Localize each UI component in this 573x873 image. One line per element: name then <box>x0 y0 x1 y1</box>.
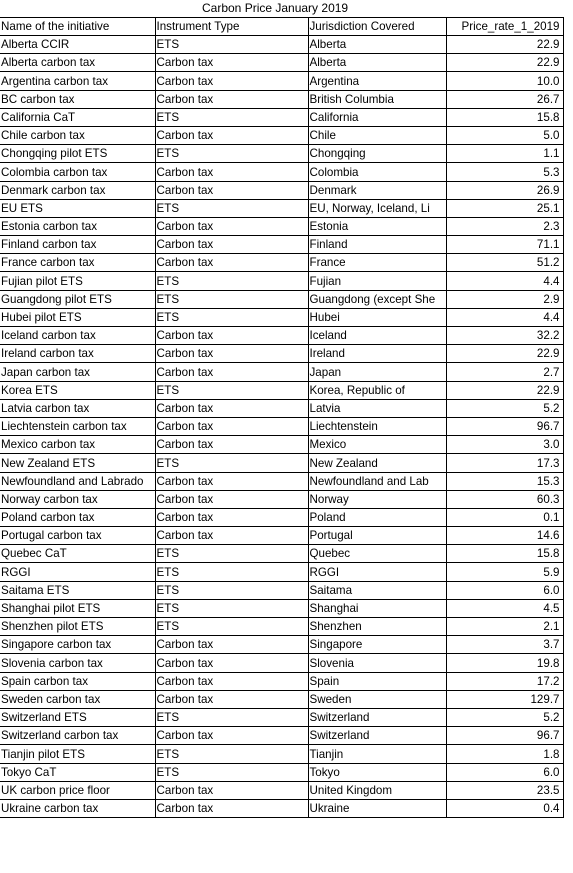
cell-price[interactable]: 6.0 <box>446 763 563 781</box>
table-row <box>0 290 563 308</box>
cell-initiative-name[interactable]: Japan carbon tax <box>0 363 155 381</box>
cell-initiative-name[interactable]: Shanghai pilot ETS <box>0 599 155 617</box>
cell-instrument-type[interactable]: ETS <box>155 108 308 126</box>
cell-initiative-name[interactable]: Saitama ETS <box>0 581 155 599</box>
cell-instrument-type[interactable]: ETS <box>155 272 308 290</box>
cell-price[interactable]: 2.3 <box>446 217 563 235</box>
cell-jurisdiction[interactable]: Slovenia <box>308 654 446 672</box>
cell-jurisdiction[interactable]: Chongqing <box>308 145 446 163</box>
cell-initiative-name[interactable]: Estonia carbon tax <box>0 217 155 235</box>
table-row <box>0 763 563 781</box>
cell-jurisdiction[interactable]: Saitama <box>308 581 446 599</box>
cell-initiative-name[interactable]: BC carbon tax <box>0 90 155 108</box>
cell-instrument-type[interactable]: Carbon tax <box>155 327 308 345</box>
cell-jurisdiction[interactable]: RGGI <box>308 563 446 581</box>
cell-price[interactable]: 10.0 <box>446 72 563 90</box>
table-row <box>0 581 563 599</box>
cell-jurisdiction[interactable]: New Zealand <box>308 454 446 472</box>
cell-instrument-type[interactable]: Carbon tax <box>155 236 308 254</box>
cell-instrument-type[interactable]: Carbon tax <box>155 636 308 654</box>
cell-jurisdiction[interactable]: Liechtenstein <box>308 417 446 435</box>
table-row <box>0 308 563 326</box>
cell-initiative-name[interactable]: Alberta carbon tax <box>0 54 155 72</box>
cell-instrument-type[interactable]: ETS <box>155 708 308 726</box>
cell-initiative-name[interactable]: Liechtenstein carbon tax <box>0 417 155 435</box>
cell-instrument-type[interactable]: ETS <box>155 618 308 636</box>
cell-instrument-type[interactable]: Carbon tax <box>155 490 308 508</box>
cell-price[interactable]: 23.5 <box>446 781 563 799</box>
cell-price[interactable]: 4.4 <box>446 308 563 326</box>
cell-initiative-name[interactable]: Switzerland carbon tax <box>0 727 155 745</box>
cell-instrument-type[interactable]: Carbon tax <box>155 508 308 526</box>
table-row <box>0 563 563 581</box>
cell-jurisdiction[interactable]: Japan <box>308 363 446 381</box>
cell-instrument-type[interactable]: ETS <box>155 290 308 308</box>
cell-price[interactable]: 15.3 <box>446 472 563 490</box>
cell-instrument-type[interactable]: ETS <box>155 745 308 763</box>
cell-jurisdiction[interactable]: California <box>308 108 446 126</box>
cell-price[interactable]: 51.2 <box>446 254 563 272</box>
sheet-title: Carbon Price January 2019 <box>202 1 349 15</box>
cell-initiative-name[interactable]: Tianjin pilot ETS <box>0 745 155 763</box>
cell-price[interactable]: 4.4 <box>446 272 563 290</box>
table-row <box>0 145 563 163</box>
cell-instrument-type[interactable]: Carbon tax <box>155 163 308 181</box>
cell-jurisdiction[interactable]: Hubei <box>308 308 446 326</box>
cell-initiative-name[interactable]: Singapore carbon tax <box>0 636 155 654</box>
cell-price[interactable]: 22.9 <box>446 345 563 363</box>
table-row <box>0 36 563 54</box>
cell-jurisdiction[interactable]: Argentina <box>308 72 446 90</box>
cell-jurisdiction[interactable]: Poland <box>308 508 446 526</box>
cell-instrument-type[interactable]: ETS <box>155 308 308 326</box>
cell-jurisdiction[interactable]: Guangdong (except She <box>308 290 446 308</box>
table-row <box>0 618 563 636</box>
cell-initiative-name[interactable]: Quebec CaT <box>0 545 155 563</box>
table-row <box>0 745 563 763</box>
cell-initiative-name[interactable]: Korea ETS <box>0 381 155 399</box>
cell-price[interactable]: 22.9 <box>446 381 563 399</box>
cell-price[interactable]: 2.9 <box>446 290 563 308</box>
cell-jurisdiction[interactable]: Ireland <box>308 345 446 363</box>
table-row <box>0 399 563 417</box>
table-row <box>0 508 563 526</box>
cell-initiative-name[interactable]: Spain carbon tax <box>0 672 155 690</box>
cell-instrument-type[interactable]: Carbon tax <box>155 54 308 72</box>
cell-instrument-type[interactable]: Carbon tax <box>155 72 308 90</box>
cell-instrument-type[interactable]: ETS <box>155 381 308 399</box>
cell-price[interactable]: 14.6 <box>446 527 563 545</box>
column-header-name[interactable]: Name of the initiative <box>0 18 155 36</box>
cell-price[interactable]: 26.7 <box>446 90 563 108</box>
cell-price[interactable]: 15.8 <box>446 108 563 126</box>
cell-instrument-type[interactable]: ETS <box>155 454 308 472</box>
cell-initiative-name[interactable]: UK carbon price floor <box>0 781 155 799</box>
cell-initiative-name[interactable]: RGGI <box>0 563 155 581</box>
cell-initiative-name[interactable]: Norway carbon tax <box>0 490 155 508</box>
cell-price[interactable]: 22.9 <box>446 54 563 72</box>
cell-initiative-name[interactable]: Fujian pilot ETS <box>0 272 155 290</box>
cell-price[interactable]: 96.7 <box>446 727 563 745</box>
cell-jurisdiction[interactable]: Norway <box>308 490 446 508</box>
table-row <box>0 90 563 108</box>
column-header-price[interactable]: Price_rate_1_2019 <box>446 18 563 36</box>
cell-instrument-type[interactable]: Carbon tax <box>155 690 308 708</box>
cell-instrument-type[interactable]: ETS <box>155 563 308 581</box>
cell-instrument-type[interactable]: Carbon tax <box>155 799 308 817</box>
cell-instrument-type[interactable]: Carbon tax <box>155 90 308 108</box>
cell-jurisdiction[interactable]: France <box>308 254 446 272</box>
cell-jurisdiction[interactable]: Fujian <box>308 272 446 290</box>
table-row <box>0 527 563 545</box>
cell-instrument-type[interactable]: ETS <box>155 199 308 217</box>
cell-price[interactable]: 5.3 <box>446 163 563 181</box>
cell-initiative-name[interactable]: Portugal carbon tax <box>0 527 155 545</box>
cell-price[interactable]: 26.9 <box>446 181 563 199</box>
cell-jurisdiction[interactable]: Sweden <box>308 690 446 708</box>
cell-instrument-type[interactable]: Carbon tax <box>155 181 308 199</box>
cell-initiative-name[interactable]: Ireland carbon tax <box>0 345 155 363</box>
cell-price[interactable]: 25.1 <box>446 199 563 217</box>
cell-instrument-type[interactable]: Carbon tax <box>155 417 308 435</box>
table-row <box>0 381 563 399</box>
cell-jurisdiction[interactable]: Alberta <box>308 36 446 54</box>
table-row <box>0 436 563 454</box>
cell-jurisdiction[interactable]: Shenzhen <box>308 618 446 636</box>
table-row <box>0 108 563 126</box>
cell-price[interactable]: 32.2 <box>446 327 563 345</box>
cell-initiative-name[interactable]: Finland carbon tax <box>0 236 155 254</box>
cell-instrument-type[interactable]: ETS <box>155 36 308 54</box>
cell-jurisdiction[interactable]: Quebec <box>308 545 446 563</box>
cell-jurisdiction[interactable]: Switzerland <box>308 727 446 745</box>
table-row <box>0 217 563 235</box>
table-row <box>0 181 563 199</box>
cell-instrument-type[interactable]: Carbon tax <box>155 654 308 672</box>
cell-initiative-name[interactable]: Tokyo CaT <box>0 763 155 781</box>
cell-price[interactable]: 1.8 <box>446 745 563 763</box>
cell-price[interactable]: 17.2 <box>446 672 563 690</box>
cell-price[interactable]: 15.8 <box>446 545 563 563</box>
cell-jurisdiction[interactable]: Switzerland <box>308 708 446 726</box>
cell-jurisdiction[interactable]: British Columbia <box>308 90 446 108</box>
table-row <box>0 599 563 617</box>
cell-instrument-type[interactable]: Carbon tax <box>155 345 308 363</box>
cell-initiative-name[interactable]: Hubei pilot ETS <box>0 308 155 326</box>
cell-price[interactable]: 4.5 <box>446 599 563 617</box>
cell-price[interactable]: 5.0 <box>446 126 563 144</box>
cell-jurisdiction[interactable]: Estonia <box>308 217 446 235</box>
table-row <box>0 708 563 726</box>
cell-jurisdiction[interactable]: Finland <box>308 236 446 254</box>
table-row <box>0 236 563 254</box>
cell-jurisdiction[interactable]: Alberta <box>308 54 446 72</box>
cell-instrument-type[interactable]: ETS <box>155 599 308 617</box>
cell-initiative-name[interactable]: Argentina carbon tax <box>0 72 155 90</box>
table-row <box>0 327 563 345</box>
cell-price[interactable]: 60.3 <box>446 490 563 508</box>
cell-initiative-name[interactable]: Colombia carbon tax <box>0 163 155 181</box>
cell-instrument-type[interactable]: ETS <box>155 145 308 163</box>
cell-initiative-name[interactable]: Switzerland ETS <box>0 708 155 726</box>
column-header-jurisdiction[interactable]: Jurisdiction Covered <box>308 18 446 36</box>
cell-instrument-type[interactable]: Carbon tax <box>155 527 308 545</box>
cell-initiative-name[interactable]: New Zealand ETS <box>0 454 155 472</box>
cell-price[interactable]: 17.3 <box>446 454 563 472</box>
cell-initiative-name[interactable]: Iceland carbon tax <box>0 327 155 345</box>
table-row <box>0 163 563 181</box>
cell-jurisdiction[interactable]: Denmark <box>308 181 446 199</box>
cell-instrument-type[interactable]: ETS <box>155 545 308 563</box>
cell-jurisdiction[interactable]: Mexico <box>308 436 446 454</box>
cell-initiative-name[interactable]: EU ETS <box>0 199 155 217</box>
data-table <box>0 17 564 818</box>
cell-initiative-name[interactable]: Denmark carbon tax <box>0 181 155 199</box>
table-row <box>0 781 563 799</box>
cell-jurisdiction[interactable]: Shanghai <box>308 599 446 617</box>
cell-instrument-type[interactable]: Carbon tax <box>155 126 308 144</box>
cell-instrument-type[interactable]: Carbon tax <box>155 399 308 417</box>
column-header-instrument-type[interactable]: Instrument Type <box>155 18 308 36</box>
cell-price[interactable]: 2.1 <box>446 618 563 636</box>
cell-jurisdiction[interactable]: Ukraine <box>308 799 446 817</box>
cell-price[interactable]: 71.1 <box>446 236 563 254</box>
table-row <box>0 545 563 563</box>
cell-initiative-name[interactable]: California CaT <box>0 108 155 126</box>
cell-instrument-type[interactable]: Carbon tax <box>155 436 308 454</box>
table-row <box>0 272 563 290</box>
cell-instrument-type[interactable]: Carbon tax <box>155 254 308 272</box>
cell-jurisdiction[interactable]: Tokyo <box>308 763 446 781</box>
cell-jurisdiction[interactable]: Tianjin <box>308 745 446 763</box>
cell-instrument-type[interactable]: Carbon tax <box>155 472 308 490</box>
cell-price[interactable]: 19.8 <box>446 654 563 672</box>
cell-price[interactable]: 22.9 <box>446 36 563 54</box>
cell-instrument-type[interactable]: Carbon tax <box>155 672 308 690</box>
cell-initiative-name[interactable]: Mexico carbon tax <box>0 436 155 454</box>
table-row <box>0 799 563 817</box>
cell-price[interactable]: 129.7 <box>446 690 563 708</box>
table-row <box>0 636 563 654</box>
cell-price[interactable]: 6.0 <box>446 581 563 599</box>
cell-instrument-type[interactable]: Carbon tax <box>155 781 308 799</box>
cell-initiative-name[interactable]: France carbon tax <box>0 254 155 272</box>
cell-initiative-name[interactable]: Ukraine carbon tax <box>0 799 155 817</box>
cell-jurisdiction[interactable]: Iceland <box>308 327 446 345</box>
cell-jurisdiction[interactable]: Spain <box>308 672 446 690</box>
table-row <box>0 345 563 363</box>
cell-initiative-name[interactable]: Poland carbon tax <box>0 508 155 526</box>
cell-initiative-name[interactable]: Chongqing pilot ETS <box>0 145 155 163</box>
table-row <box>0 472 563 490</box>
table-row <box>0 72 563 90</box>
cell-price[interactable]: 0.1 <box>446 508 563 526</box>
table-row <box>0 417 563 435</box>
cell-price[interactable]: 96.7 <box>446 417 563 435</box>
cell-initiative-name[interactable]: Shenzhen pilot ETS <box>0 618 155 636</box>
table-row <box>0 54 563 72</box>
cell-initiative-name[interactable]: Latvia carbon tax <box>0 399 155 417</box>
cell-instrument-type[interactable]: Carbon tax <box>155 217 308 235</box>
table-body <box>0 36 563 818</box>
table-row <box>0 454 563 472</box>
cell-initiative-name[interactable]: Chile carbon tax <box>0 126 155 144</box>
cell-jurisdiction[interactable]: Newfoundland and Lab <box>308 472 446 490</box>
cell-price[interactable]: 5.2 <box>446 399 563 417</box>
table-row <box>0 363 563 381</box>
cell-initiative-name[interactable]: Guangdong pilot ETS <box>0 290 155 308</box>
cell-jurisdiction[interactable]: Chile <box>308 126 446 144</box>
cell-price[interactable]: 3.0 <box>446 436 563 454</box>
table-row <box>0 654 563 672</box>
cell-instrument-type[interactable]: Carbon tax <box>155 363 308 381</box>
cell-initiative-name[interactable]: Sweden carbon tax <box>0 690 155 708</box>
cell-jurisdiction[interactable]: Latvia <box>308 399 446 417</box>
cell-instrument-type[interactable]: Carbon tax <box>155 727 308 745</box>
cell-price[interactable]: 2.7 <box>446 363 563 381</box>
table-row <box>0 490 563 508</box>
cell-price[interactable]: 1.1 <box>446 145 563 163</box>
cell-instrument-type[interactable]: ETS <box>155 763 308 781</box>
cell-jurisdiction[interactable]: Portugal <box>308 527 446 545</box>
cell-price[interactable]: 5.2 <box>446 708 563 726</box>
table-row <box>0 254 563 272</box>
cell-initiative-name[interactable]: Slovenia carbon tax <box>0 654 155 672</box>
cell-jurisdiction[interactable]: Singapore <box>308 636 446 654</box>
table-row <box>0 727 563 745</box>
cell-price[interactable]: 3.7 <box>446 636 563 654</box>
cell-instrument-type[interactable]: ETS <box>155 581 308 599</box>
cell-price[interactable]: 5.9 <box>446 563 563 581</box>
cell-jurisdiction[interactable]: Colombia <box>308 163 446 181</box>
cell-jurisdiction[interactable]: Korea, Republic of <box>308 381 446 399</box>
cell-price[interactable]: 0.4 <box>446 799 563 817</box>
table-row <box>0 690 563 708</box>
cell-jurisdiction[interactable]: EU, Norway, Iceland, Li <box>308 199 446 217</box>
cell-initiative-name[interactable]: Alberta CCIR <box>0 36 155 54</box>
cell-jurisdiction[interactable]: United Kingdom <box>308 781 446 799</box>
header-row <box>0 18 563 36</box>
table-row <box>0 126 563 144</box>
cell-initiative-name[interactable]: Newfoundland and Labrado <box>0 472 155 490</box>
table-row <box>0 199 563 217</box>
table-row <box>0 672 563 690</box>
